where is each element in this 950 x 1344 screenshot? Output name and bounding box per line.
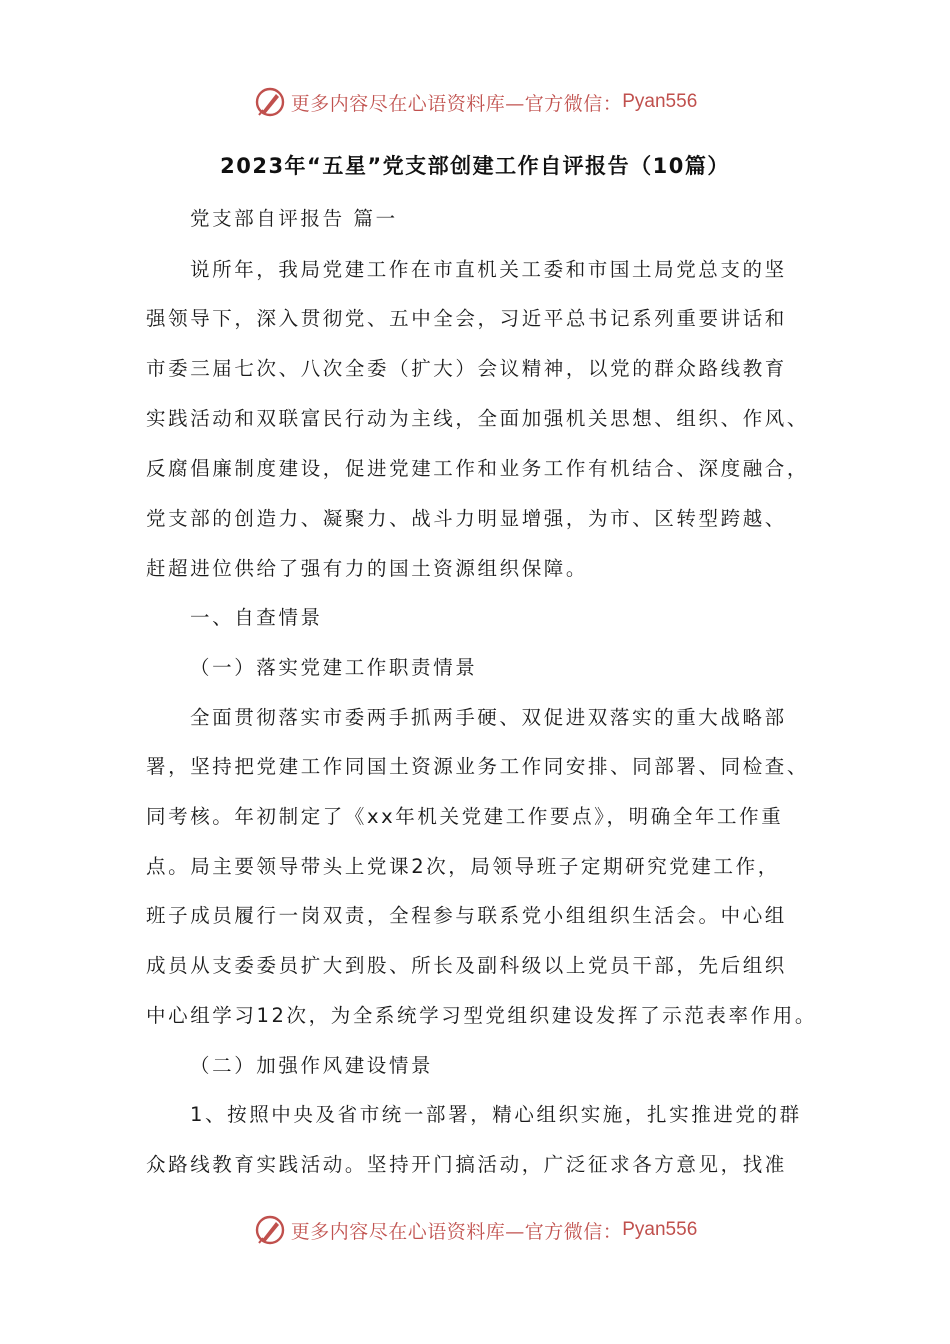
body-line: 实践活动和双联富民行动为主线，全面加强机关思想、组织、作风、 [146, 407, 810, 430]
watermark-id: Pyan556 [622, 1219, 698, 1240]
pen-logo-icon [253, 85, 287, 119]
body-line: 点。局主要领导带头上党课2次，局领导班子定期研究党建工作， [146, 855, 780, 878]
body-line: 说所年，我局党建工作在市直机关工委和市国土局党总支的坚 [190, 258, 787, 281]
body-line: 党支部的创造力、凝聚力、战斗力明显增强，为市、区转型跨越、 [146, 507, 787, 530]
body-line: 同考核。年初制定了《xx年机关党建工作要点》，明确全年工作重 [146, 805, 784, 828]
body-line: 中心组学习12次，为全系统学习型党组织建设发挥了示范表率作用。 [146, 1004, 817, 1027]
watermark-banner-top [0, 82, 950, 122]
section-heading: 党支部自评报告 篇一 [190, 207, 398, 230]
document-title: 2023年“五星”党支部创建工作自评报告（10篇） [220, 154, 730, 178]
body-line: 众路线教育实践活动。坚持开门搞活动，广泛征求各方意见，找准 [146, 1153, 787, 1176]
body-line: 市委三届七次、八次全委（扩大）会议精神，以党的群众路线教育 [146, 357, 787, 380]
subsection-heading: （二）加强作风建设情景 [190, 1054, 434, 1077]
watermark-text: 更多内容尽在心语资料库—官方微信： [290, 1220, 623, 1243]
body-line: 强领导下，深入贯彻党、五中全会，习近平总书记系列重要讲话和 [146, 307, 787, 330]
watermark-banner-bottom [0, 1210, 950, 1250]
watermark-id: Pyan556 [622, 91, 698, 112]
body-line: 班子成员履行一岗双责，全程参与联系党小组组织生活会。中心组 [146, 904, 787, 927]
body-line: 成员从支委委员扩大到股、所长及副科级以上党员干部，先后组织 [146, 954, 787, 977]
body-line: 赶超进位供给了强有力的国土资源组织保障。 [146, 557, 589, 580]
pen-logo-icon [253, 1213, 287, 1247]
body-line: 署，坚持把党建工作同国土资源业务工作同安排、同部署、同检查、 [146, 755, 810, 778]
body-line: 全面贯彻落实市委两手抓两手硬、双促进双落实的重大战略部 [190, 706, 787, 729]
watermark-text: 更多内容尽在心语资料库—官方微信： [290, 92, 623, 115]
section-heading: 一、自查情景 [190, 606, 323, 629]
body-line: 反腐倡廉制度建设，促进党建工作和业务工作有机结合、深度融合， [146, 457, 810, 480]
subsection-heading: （一）落实党建工作职责情景 [190, 656, 478, 679]
body-line: 1、按照中央及省市统一部署，精心组织实施，扎实推进党的群 [190, 1103, 802, 1126]
